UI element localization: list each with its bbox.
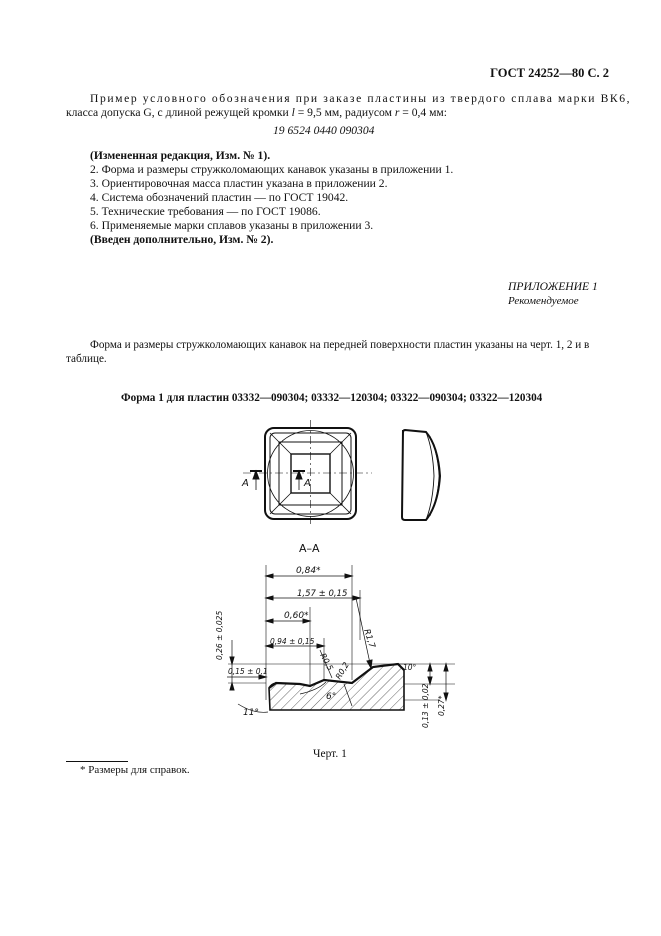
- dim-094: 0,94 ± 0,15: [270, 637, 315, 646]
- dim-084: 0,84*: [296, 566, 321, 576]
- figure-caption: Черт. 1: [313, 748, 347, 760]
- item-3: 3. Ориентировочная масса пластин указана в приложении 2.: [90, 177, 388, 190]
- dim-027: 0,27*: [437, 695, 446, 716]
- item-4: 4. Система обозначений пластин — по ГОСТ 19042.: [90, 191, 349, 204]
- intro-line-1: Форма и размеры стружколомающих канавок на передней поверхности пластин указаны на черт. 1, 2 и в: [90, 339, 590, 351]
- example-line-1: Пример условного обозначения при заказе пластины из твердого сплава марки ВК6,: [90, 92, 632, 105]
- section-mark-right: А: [304, 478, 311, 489]
- example-text-a: класса допуска G, с длиной режущей кромки: [66, 106, 292, 119]
- dim-r02: R0,2: [333, 660, 351, 681]
- insert-top-view: [243, 420, 372, 526]
- form-title: Форма 1 для пластин 03332—090304; 03332—120304; 03322—090304; 03322—120304: [121, 392, 543, 404]
- edit-note-2: (Введен дополнительно, Изм. № 2).: [90, 233, 274, 246]
- example-text-b: = 9,5 мм, радиусом: [294, 106, 395, 119]
- intro-line-2: таблице.: [66, 353, 107, 365]
- section-mark-left: А: [242, 478, 249, 489]
- appendix-title: ПРИЛОЖЕНИЕ 1: [508, 280, 598, 293]
- item-5: 5. Технические требования — по ГОСТ 19086.: [90, 205, 321, 218]
- item-2: 2. Форма и размеры стружколомающих канавок указаны в приложении 1.: [90, 163, 454, 176]
- example-text-c: = 0,4 мм:: [399, 106, 447, 119]
- technical-drawing: [0, 410, 661, 745]
- dim-026: 0,26 ± 0,025: [215, 610, 224, 660]
- var-l: l: [291, 106, 295, 119]
- dim-060: 0,60*: [284, 611, 309, 621]
- item-6: 6. Применяемые марки сплавов указаны в приложении 3.: [90, 219, 374, 232]
- dim-015: 0,15 ± 0,1: [228, 667, 268, 676]
- page-header: ГОСТ 24252—80 С. 2: [490, 66, 609, 80]
- dim-157: 1,57 ± 0,15: [297, 589, 348, 599]
- angle-10: 10°: [403, 663, 417, 672]
- section-title: А–А: [299, 542, 320, 555]
- dim-r17: R1,7: [361, 627, 377, 650]
- example-line-2: [66, 106, 447, 121]
- insert-side-view: [402, 430, 440, 520]
- var-r: r: [394, 106, 400, 119]
- appendix-status: Рекомендуемое: [508, 295, 579, 307]
- footnote-divider: [66, 761, 128, 762]
- footnote: * Размеры для справок.: [80, 764, 190, 776]
- angle-11: 11°: [243, 708, 259, 718]
- angle-6: 6°: [326, 692, 337, 702]
- dim-013: 0,13 ± 0,02: [421, 683, 430, 728]
- dim-r05: R0,5: [318, 651, 335, 673]
- designation-code: 19 6524 0440 090304: [273, 124, 375, 137]
- edit-note-1: (Измененная редакция, Изм. № 1).: [90, 149, 271, 162]
